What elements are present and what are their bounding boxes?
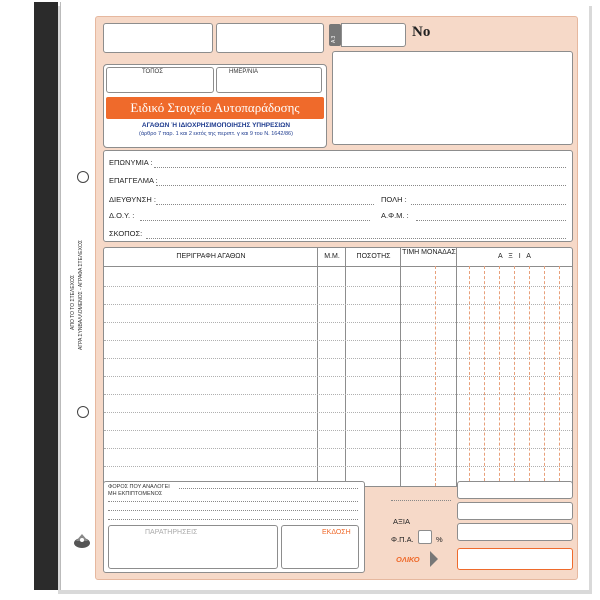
total-label: ΟΛΙΚΟ	[396, 555, 420, 564]
total-line[interactable]	[391, 500, 451, 501]
date-field[interactable]: ΗΜΕΡ/ΝΙΑ	[216, 67, 322, 93]
items-table	[103, 247, 573, 487]
col-header-mm: Μ.Μ.	[324, 253, 340, 260]
table-row[interactable]	[104, 304, 572, 305]
remarks-label: ΠΑΡΑΤΗΡΗΣΕΙΣ	[145, 529, 198, 536]
remarks-box[interactable]	[108, 525, 278, 569]
col-divider	[317, 248, 318, 486]
col-header-description: ΠΕΡΙΓΡΑΦΗ ΑΓΑΘΩΝ	[176, 253, 246, 260]
table-row[interactable]	[104, 412, 572, 413]
grand-total-box[interactable]	[457, 548, 573, 570]
col-header-unit-price: ΤΙΜΗ ΜΟΝΑΔΑΣ	[402, 249, 456, 256]
tax-line[interactable]	[108, 510, 358, 511]
customer-panel	[103, 150, 573, 242]
side-print-2: ΑΓΡΑ ΣΥΝΒΑΛΛΟΜΕΝΟΣ - ΑΓΡΑΦΑ ΣΤΕΛΕΧΟΣ	[78, 240, 84, 350]
dieythynsh-label: ΔΙΕΥΘΥΝΣΗ :	[109, 195, 156, 204]
table-row[interactable]	[104, 322, 572, 323]
punch-hole	[77, 406, 89, 418]
table-row[interactable]	[104, 358, 572, 359]
afm-line[interactable]	[416, 220, 566, 221]
document-title: Ειδικό Στοιχείο Αυτοπαράδοσης	[130, 100, 300, 115]
table-row[interactable]	[104, 286, 572, 287]
publisher-logo	[72, 531, 92, 551]
total-box-1[interactable]	[457, 481, 573, 499]
legal-reference: (άρθρο 7 παρ. 1 και 2 εκτός της περιπτ. γ και 9 του Ν. 1642/86)	[139, 131, 293, 137]
dieythynsh-line[interactable]	[156, 204, 374, 205]
number-area[interactable]	[332, 51, 573, 145]
total-box-2[interactable]	[457, 502, 573, 520]
header-box-2[interactable]	[216, 23, 324, 53]
percent-label: %	[436, 535, 443, 544]
table-row[interactable]	[104, 466, 572, 467]
series-tab: Α 3	[329, 24, 341, 46]
binding-strip	[34, 2, 58, 590]
polh-label: ΠΟΛΗ :	[381, 195, 407, 204]
tax-line[interactable]	[179, 488, 358, 489]
header-box-1[interactable]	[103, 23, 213, 53]
table-row[interactable]	[104, 430, 572, 431]
polh-line[interactable]	[411, 204, 566, 205]
skopos-label: ΣΚΟΠΟΣ:	[109, 229, 143, 238]
fpa-label: Φ.Π.Α.	[391, 535, 414, 544]
table-row[interactable]	[104, 394, 572, 395]
doy-label: Δ.Ο.Υ. :	[109, 211, 135, 220]
epaggelma-label: ΕΠΑΓΓΕΛΜΑ :	[109, 176, 158, 185]
col-divider	[345, 248, 346, 486]
issue-label: ΕΚΔΟΣΗ	[322, 529, 351, 536]
number-label: No	[412, 24, 431, 40]
title-panel	[103, 64, 327, 148]
skopos-line[interactable]	[146, 238, 566, 239]
col-divider	[400, 248, 401, 486]
topos-field[interactable]: ΤΟΠΟΣ	[106, 67, 214, 93]
table-row[interactable]	[104, 340, 572, 341]
table-row[interactable]	[104, 448, 572, 449]
fpa-rate-box[interactable]	[418, 530, 432, 544]
series-box[interactable]	[341, 23, 406, 47]
title-banner	[106, 97, 324, 119]
tax-line[interactable]	[108, 501, 358, 502]
tax-note: ΦΟΡΟΣ ΠΟΥ ΑΝΑΛΟΓΕΙ ΜΗ ΕΚΠΙΠΤΟΜΕΝΟΣ	[108, 484, 170, 497]
table-header-rule	[104, 266, 572, 267]
issue-box[interactable]	[281, 525, 359, 569]
punch-hole	[77, 171, 89, 183]
col-header-value: Α Ξ Ι Α	[498, 253, 533, 260]
form-body	[95, 16, 578, 580]
tax-line[interactable]	[108, 519, 358, 520]
table-row[interactable]	[104, 376, 572, 377]
eponymia-label: ΕΠΩΝΥΜΙΑ :	[109, 158, 153, 167]
eponymia-line[interactable]	[154, 167, 566, 168]
side-print-1: ΑΠΟ ΤΟ ΤΟ ΣΤΕΛΕΧΟΣ	[70, 275, 76, 330]
col-header-quantity: ΠΟΣΟΤΗΣ	[356, 253, 391, 260]
footer-left-panel	[103, 481, 365, 573]
col-divider	[456, 248, 457, 486]
doy-line[interactable]	[140, 220, 370, 221]
axia-label: ΑΞΙΑ	[393, 517, 410, 526]
afm-label: Α.Φ.Μ. :	[381, 211, 409, 220]
document-subtitle: ΑΓΑΘΩΝ Ή ΙΔΙΟΧΡΗΣΙΜΟΠΟΙΗΣΗΣ ΥΠΗΡΕΣΙΩΝ	[141, 122, 291, 129]
epaggelma-line[interactable]	[156, 185, 566, 186]
fpa-amount-box[interactable]	[457, 523, 573, 541]
arrow-icon	[430, 551, 438, 567]
